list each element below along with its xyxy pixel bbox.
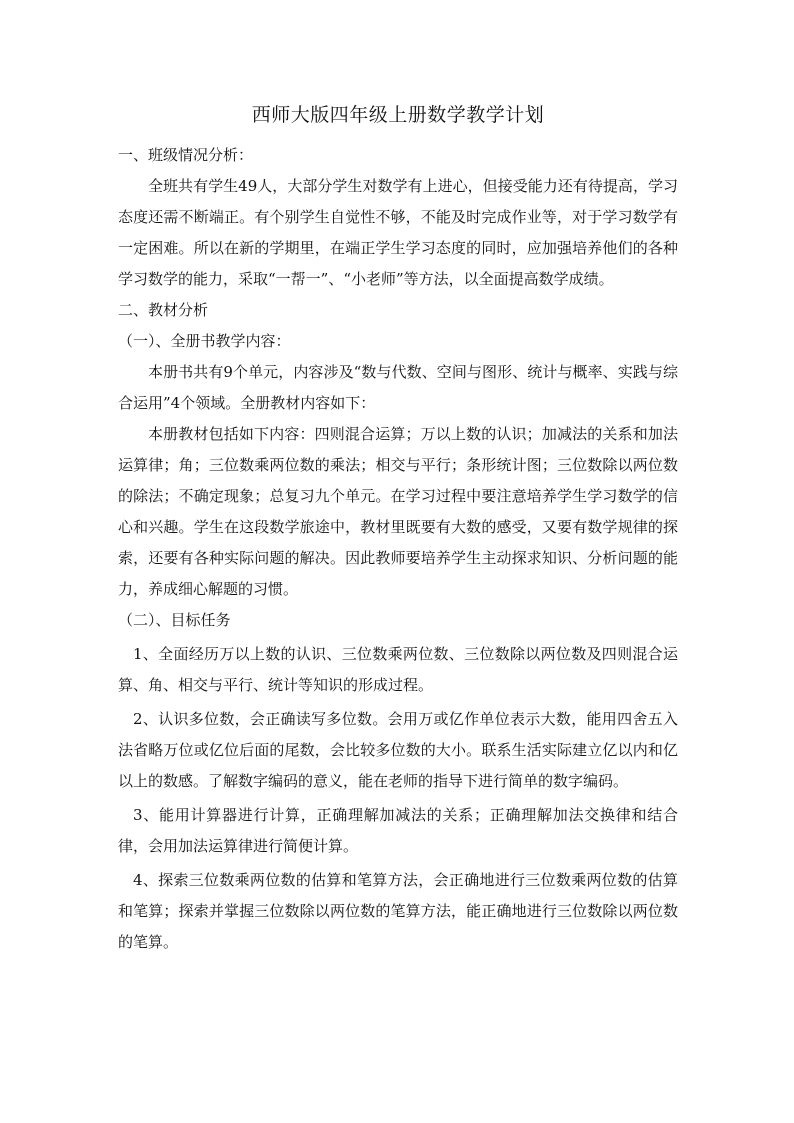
goal-item-3: 3、能用计算器进行计算，正确理解加减法的关系；正确理解加法交换律和结合律，会用加法运算律进行简便计算。	[118, 806, 678, 855]
subheading-teaching-content: （一）、全册书教学内容：	[118, 332, 291, 350]
teaching-content-paragraph-2: 本册教材包括如下内容：四则混合运算；万以上数的认识；加减法的关系和加法运算律；角；三位数乘两位数的乘法；相交与平行；条形统计图；三位数除以两位数的除法；不确定现象；总复习九个单元。在学习过程中要注意培养学生学习数学的信心和兴趣。学生在这段数学旅途中，教材里既要有大数的感受，又要有数学规律的探索，还要有各种实际问题的解决。因此教师要培养学生主动探求知识、分析问题的能力，养成细心解题的习惯。	[118, 425, 678, 598]
teaching-content-paragraph-1: 本册书共有9个单元，内容涉及“数与代数、空间与图形、统计与概率、实践与综合运用”4个领域。全册教材内容如下：	[118, 363, 678, 412]
goal-item-4: 4、探索三位数乘两位数的估算和笔算方法，会正确地进行三位数乘两位数的估算和笔算；探索并掌握三位数除以两位数的笔算方法，能正确地进行三位数除以两位数的笔算。	[118, 871, 678, 951]
section-heading-class-analysis: 一、班级情况分析：	[118, 146, 254, 164]
subheading-goals: （二）、目标任务	[118, 611, 231, 629]
goal-item-2: 2、认识多位数，会正确读写多位数。会用万或亿作单位表示大数，能用四舍五入法省略万位或亿位后面的尾数，会比较多位数的大小。联系生活实际建立亿以内和亿以上的数感。了解数字编码的意义，能在老师的指导下进行简单的数字编码。	[118, 710, 678, 790]
section-heading-textbook-analysis: 二、教材分析	[118, 301, 209, 319]
goal-item-1: 1、全面经历万以上数的认识、三位数乘两位数、三位数除以两位数及四则混合运算、角、相交与平行、统计等知识的形成过程。	[118, 645, 678, 694]
class-analysis-paragraph: 全班共有学生49人，大部分学生对数学有上进心，但接受能力还有待提高，学习态度还需不断端正。有个别学生自觉性不够，不能及时完成作业等，对于学习数学有一定困难。所以在新的学期里，在端正学生学习态度的同时，应加强培养他们的各种学习数学的能力，采取“一帮一”、“小老师”等方法，以全面提高数学成绩。	[118, 177, 678, 288]
document-title: 西师大版四年级上册数学教学计划	[251, 104, 545, 126]
